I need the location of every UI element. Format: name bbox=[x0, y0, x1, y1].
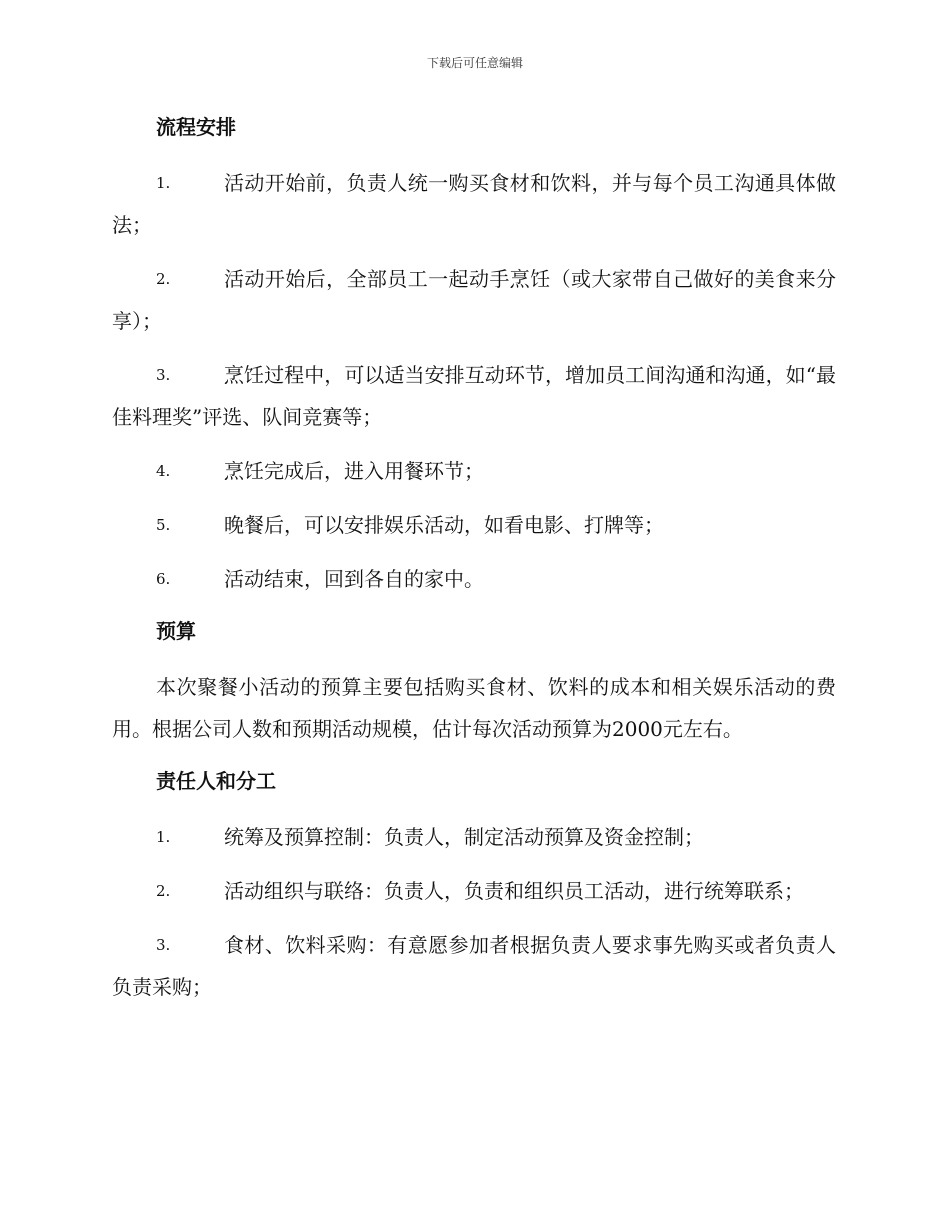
list-text: 活动组织与联络：负责人，负责和组织员工活动，进行统筹联系； bbox=[224, 879, 804, 903]
list-text: 活动开始前，负责人统一购买食材和饮料，并与每个员工沟通具体做法； bbox=[112, 171, 836, 237]
list-text: 活动开始后，全部员工一起动手烹饪（或大家带自己做好的美食来分享）； bbox=[112, 267, 836, 333]
list-text: 晚餐后，可以安排娱乐活动，如看电影、打牌等； bbox=[224, 513, 664, 537]
list-text: 烹饪过程中，可以适当安排互动环节，增加员工间沟通和沟通，如“最佳料理奖”评选、队间竞赛等； bbox=[112, 363, 836, 429]
list-item bbox=[112, 162, 836, 246]
list-text: 活动结束，回到各自的家中。 bbox=[224, 567, 484, 591]
list-item bbox=[112, 354, 836, 438]
list-number: 3. bbox=[156, 366, 171, 384]
list-item bbox=[112, 924, 836, 1008]
list-text: 食材、饮料采购：有意愿参加者根据负责人要求事先购买或者负责人负责采购； bbox=[112, 933, 836, 999]
section-heading-budget: 预算 bbox=[156, 619, 196, 643]
list-number: 4. bbox=[156, 462, 171, 480]
list-number: 5. bbox=[156, 516, 171, 534]
list-item bbox=[112, 450, 836, 492]
list-number: 1. bbox=[156, 828, 171, 846]
list-number: 2. bbox=[156, 882, 171, 900]
page-header: 下载后可任意编辑 bbox=[426, 56, 523, 70]
list-item bbox=[112, 870, 836, 912]
list-text: 统筹及预算控制：负责人，制定活动预算及资金控制； bbox=[224, 825, 704, 849]
list-number: 1. bbox=[156, 174, 171, 192]
list-number: 6. bbox=[156, 570, 171, 588]
list-number: 3. bbox=[156, 936, 171, 954]
list-number: 2. bbox=[156, 270, 171, 288]
document-body bbox=[112, 108, 836, 1020]
budget-paragraph: 本次聚餐小活动的预算主要包括购买食材、饮料的成本和相关娱乐活动的费用。根据公司人数和预期活动规模，估计每次活动预算为2000元左右。 bbox=[112, 675, 836, 741]
section-heading-roles: 责任人和分工 bbox=[156, 769, 276, 793]
list-item bbox=[112, 816, 836, 858]
list-item bbox=[112, 504, 836, 546]
list-item bbox=[112, 258, 836, 342]
list-text: 烹饪完成后，进入用餐环节； bbox=[224, 459, 484, 483]
section-heading-process: 流程安排 bbox=[156, 115, 236, 139]
list-item bbox=[112, 558, 836, 600]
